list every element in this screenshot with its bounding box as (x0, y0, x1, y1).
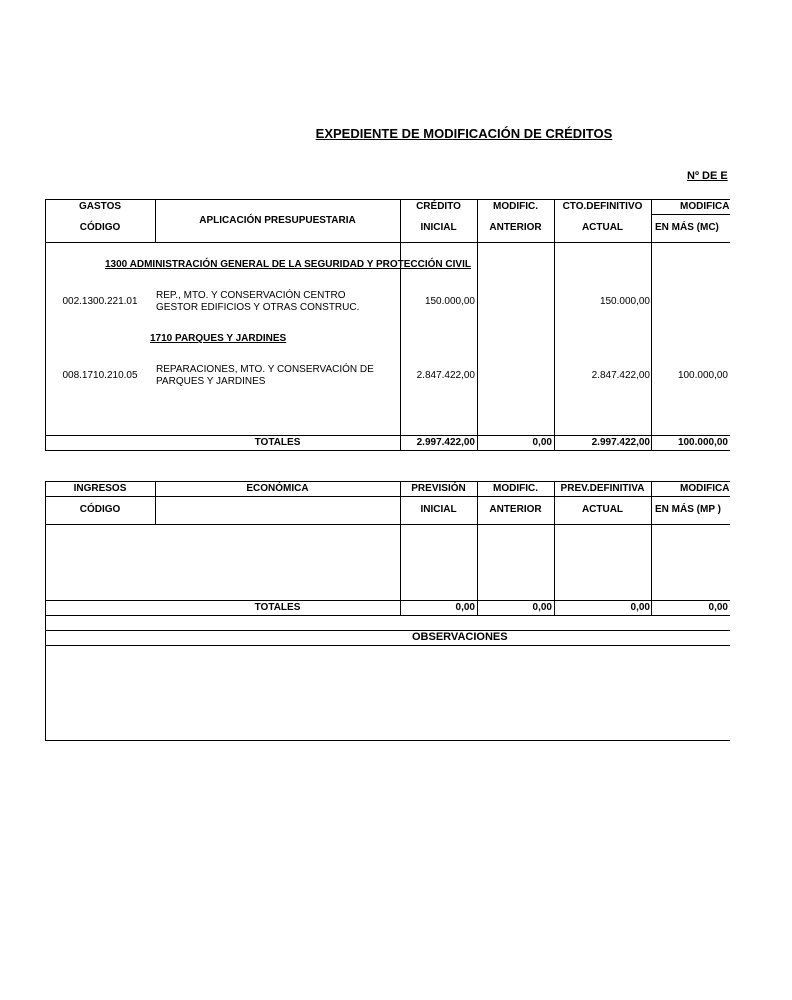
ingresos-header: INGRESOS (73, 483, 127, 494)
total-cto-definitivo: 2.997.422,00 (591, 437, 650, 448)
budget-sheet (45, 0, 730, 1000)
total-prevision-inicial: 0,00 (455, 602, 475, 613)
prev-definitiva-header: PREV.DEFINITIVA (560, 483, 645, 494)
section-heading: 1300 ADMINISTRACIÓN GENERAL DE LA SEGURIDAD Y PROTECCIÓN CIVIL (105, 259, 471, 270)
credito-inicial-value: 2.847.422,00 (416, 370, 475, 381)
modific-header: MODIFIC. (493, 483, 538, 494)
budget-code: 008.1710.210.05 (62, 370, 138, 381)
aplicacion-header: APLICACIÓN PRESUPUESTARIA (199, 215, 356, 226)
economica-header: ECONÓMICA (246, 483, 309, 494)
total-credito-inicial: 2.997.422,00 (416, 437, 475, 448)
page-title: EXPEDIENTE DE MODIFICACIÓN DE CRÉDITOS (315, 126, 613, 141)
modific-anterior-header: ANTERIOR (489, 222, 542, 233)
modific-header: MODIFIC. (493, 201, 538, 212)
codigo-header: CÓDIGO (79, 222, 121, 233)
cto-definitivo-value: 2.847.422,00 (591, 370, 650, 381)
credito-inicial-value: 150.000,00 (424, 296, 475, 307)
prev-actual-header: ACTUAL (581, 504, 624, 515)
total-modific-anterior: 0,00 (532, 602, 552, 613)
codigo-header: CÓDIGO (79, 504, 121, 515)
section-heading: 1710 PARQUES Y JARDINES (150, 333, 287, 344)
budget-description-line2: GESTOR EDIFICIOS Y OTRAS CONSTRUC. (156, 302, 360, 313)
en-mas-value: 100.000,00 (677, 370, 728, 381)
total-modific-anterior: 0,00 (532, 437, 552, 448)
gastos-header: GASTOS (78, 201, 122, 212)
cto-actual-header: ACTUAL (581, 222, 624, 233)
credito-inicial-header: INICIAL (420, 222, 457, 233)
budget-code: 002.1300.221.01 (62, 296, 138, 307)
expediente-number-label: Nº DE E (687, 170, 728, 182)
budget-description-line1: REPARACIONES, MTO. Y CONSERVACIÓN DE (156, 364, 374, 375)
total-en-mas: 100.000,00 (677, 437, 728, 448)
modificacion-header: MODIFICA (680, 201, 730, 212)
observaciones-label: OBSERVACIONES (412, 631, 508, 643)
budget-description-line2: PARQUES Y JARDINES (156, 376, 266, 387)
budget-description-line1: REP., MTO. Y CONSERVACIÓN CENTRO (156, 290, 346, 301)
total-prev-definitiva: 0,00 (630, 602, 650, 613)
totals-label: TOTALES (254, 602, 301, 613)
en-mas-mc-header: EN MÁS (MC) (655, 222, 719, 233)
cto-definitivo-value: 150.000,00 (599, 296, 650, 307)
modific-anterior-header: ANTERIOR (489, 504, 542, 515)
totals-label: TOTALES (254, 437, 301, 448)
en-mas-mp-header: EN MÁS (MP ) (655, 504, 721, 515)
credito-header: CRÉDITO (416, 201, 461, 212)
cto-definitivo-header: CTO.DEFINITIVO (562, 201, 643, 212)
total-en-mas: 0,00 (708, 602, 728, 613)
prevision-inicial-header: INICIAL (420, 504, 457, 515)
prevision-header: PREVISIÓN (411, 483, 466, 494)
modificacion-header: MODIFICA (680, 483, 730, 494)
